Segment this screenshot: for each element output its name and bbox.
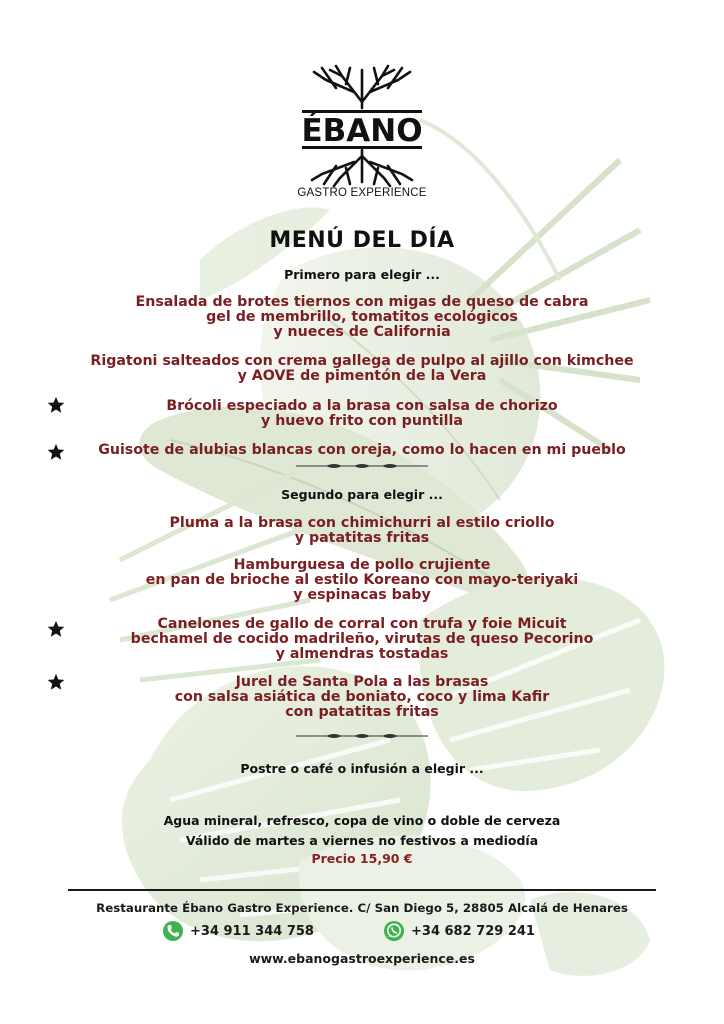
- dish-line: Brócoli especiado a la brasa con salsa de chorizo: [166, 398, 558, 414]
- dish-segundo-4: [60, 675, 664, 720]
- whatsapp-icon: [383, 920, 405, 942]
- dish-line: y AOVE de pimentón de la Vera: [237, 368, 487, 384]
- primero-label: Primero para elegir ...: [284, 267, 440, 282]
- ebano-logo: [296, 62, 428, 202]
- dish-line: Jurel de Santa Pola a las brasas: [235, 674, 489, 690]
- dish-primero-1: [60, 295, 664, 340]
- dish-primero-2: [60, 354, 664, 384]
- dish-line: y huevo frito con puntilla: [261, 413, 463, 429]
- dish-primero-4: [60, 443, 664, 458]
- phone-icon: [162, 920, 184, 942]
- dish-line: en pan de brioche al estilo Koreano con mayo-teriyaki: [145, 572, 579, 588]
- ornamental-divider: [296, 731, 428, 741]
- price-text: Precio 15,90 €: [311, 851, 413, 866]
- dish-segundo-2: [60, 558, 664, 603]
- website-link[interactable]: www.ebanogastroexperience.es: [249, 951, 475, 966]
- dish-line: Hamburguesa de pollo crujiente: [233, 557, 491, 573]
- dish-line: Guisote de alubias blancas con oreja, como lo hacen en mi pueblo: [98, 442, 626, 458]
- validity-text: Válido de martes a viernes no festivos a mediodía: [185, 833, 539, 848]
- ornamental-divider: [296, 461, 428, 471]
- postre-label: Postre o café o infusión a elegir ...: [240, 761, 484, 776]
- phone-landline-number: +34 911 344 758: [190, 923, 314, 939]
- dish-line: con salsa asiática de boniato, coco y lima Kafir: [174, 689, 550, 705]
- segundo-label: Segundo para elegir ...: [281, 487, 443, 502]
- footer-divider: [68, 889, 656, 891]
- dish-line: Ensalada de brotes tiernos con migas de queso de cabra: [135, 294, 589, 310]
- dish-line: Pluma a la brasa con chimichurri al estilo criollo: [169, 515, 555, 531]
- dish-line: y almendras tostadas: [275, 646, 449, 662]
- dish-line: bechamel de cocido madrileño, virutas de queso Pecorino: [130, 631, 594, 647]
- dish-primero-3: [60, 399, 664, 429]
- phone-landline[interactable]: [162, 919, 314, 943]
- dish-line: y nueces de California: [273, 324, 451, 340]
- dish-segundo-3: [60, 617, 664, 662]
- dish-line: y patatitas fritas: [294, 530, 430, 546]
- brand-name: ÉBANO: [301, 113, 423, 149]
- brand-subtitle: GASTRO EXPERIENCE: [297, 187, 427, 199]
- dish-segundo-1: [60, 516, 664, 546]
- dish-line: y espinacas baby: [293, 587, 431, 603]
- dish-line: Rigatoni salteados con crema gallega de pulpo al ajillo con kimchee: [90, 353, 634, 369]
- dish-line: con patatitas fritas: [285, 704, 439, 720]
- dish-line: gel de membrillo, tomatitos ecológicos: [206, 309, 518, 325]
- dish-line: Canelones de gallo de corral con trufa y foie Micuit: [157, 616, 567, 632]
- phone-whatsapp[interactable]: [383, 919, 535, 943]
- footer-address: Restaurante Ébano Gastro Experience. C/ San Diego 5, 28805 Alcalá de Henares: [96, 901, 628, 915]
- includes-text: Agua mineral, refresco, copa de vino o doble de cerveza: [163, 813, 561, 828]
- menu-title: MENÚ DEL DÍA: [269, 228, 455, 253]
- phone-whatsapp-number: +34 682 729 241: [411, 923, 535, 939]
